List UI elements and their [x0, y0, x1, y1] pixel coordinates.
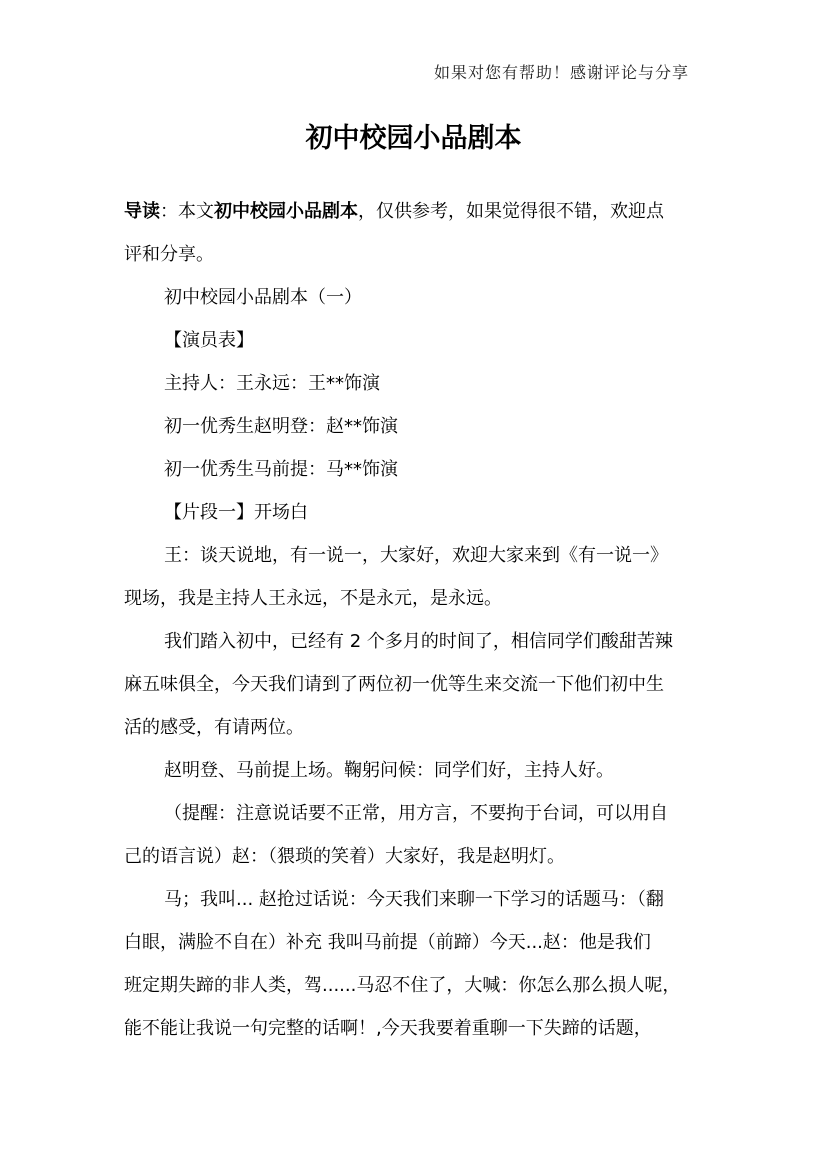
paragraph-line: 班定期失蹄的非人类，驾......马忍不住了，大喊：你怎么那么损人呢，	[124, 975, 681, 996]
document-body	[124, 190, 709, 1050]
body-paragraph	[124, 749, 709, 792]
paragraph-line: 我们踏入初中，已经有 2 个多月的时间了，相信同学们酸甜苦辣	[164, 631, 673, 652]
intro-paragraph	[124, 190, 709, 276]
paragraph-line: 现场，我是主持人王永远，不是永元，是永远。	[124, 588, 502, 609]
paragraph-line: 王：谈天说地，有一说一，大家好，欢迎大家来到《有一说一》	[164, 545, 668, 566]
paragraph-line: 活的感受，有请两位。	[124, 717, 304, 738]
document-title: 初中校园小品剧本	[305, 123, 522, 154]
intro-line-2: 评和分享。	[124, 244, 214, 265]
paragraph-list	[124, 276, 709, 1050]
paragraph-line: 白眼，满脸不自在）补充 我叫马前提（前蹄）今天...赵：他是我们	[124, 932, 651, 953]
body-paragraph	[124, 319, 709, 362]
paragraph-line: 【演员表】	[164, 330, 254, 351]
body-paragraph	[124, 405, 709, 448]
intro-line-1	[124, 190, 709, 233]
paragraph-line: 【片段一】开场白	[164, 502, 308, 523]
intro-bold-title: 初中校园小品剧本	[214, 201, 358, 222]
intro-colon: ：本文	[160, 201, 214, 222]
body-paragraph	[124, 276, 709, 319]
intro-label: 导读	[124, 201, 160, 222]
paragraph-line: 初一优秀生赵明登：赵**饰演	[164, 416, 398, 437]
paragraph-line: （提醒：注意说话要不正常，用方言，不要拘于台词，可以用自	[164, 803, 668, 824]
paragraph-line: 赵明登、马前提上场。鞠躬问候：同学们好，主持人好。	[164, 760, 614, 781]
intro-rest: ，仅供参考，如果觉得很不错，欢迎点	[358, 201, 664, 222]
body-paragraph	[124, 362, 709, 405]
paragraph-line: 己的语言说）赵：（猥琐的笑着）大家好，我是赵明灯。	[124, 846, 565, 867]
paragraph-line: 麻五味俱全，今天我们请到了两位初一优等生来交流一下他们初中生	[124, 674, 664, 695]
paragraph-line: 主持人：王永远：王**饰演	[164, 373, 380, 394]
paragraph-line: 初一优秀生马前提：马**饰演	[164, 459, 398, 480]
body-paragraph	[124, 448, 709, 491]
body-paragraph	[124, 792, 709, 878]
paragraph-line: 能不能让我说一句完整的话啊！,今天我要着重聊一下失蹄的话题，	[124, 1018, 652, 1039]
body-paragraph	[124, 878, 709, 1050]
paragraph-line: 马；我叫... 赵抢过话说：今天我们来聊一下学习的话题马：（翻	[164, 889, 664, 910]
body-paragraph	[124, 491, 709, 534]
paragraph-line: 初中校园小品剧本（一）	[164, 287, 362, 308]
body-paragraph	[124, 534, 709, 620]
header-note: 如果对您有帮助！感谢评论与分享	[433, 63, 689, 82]
body-paragraph	[124, 620, 709, 749]
